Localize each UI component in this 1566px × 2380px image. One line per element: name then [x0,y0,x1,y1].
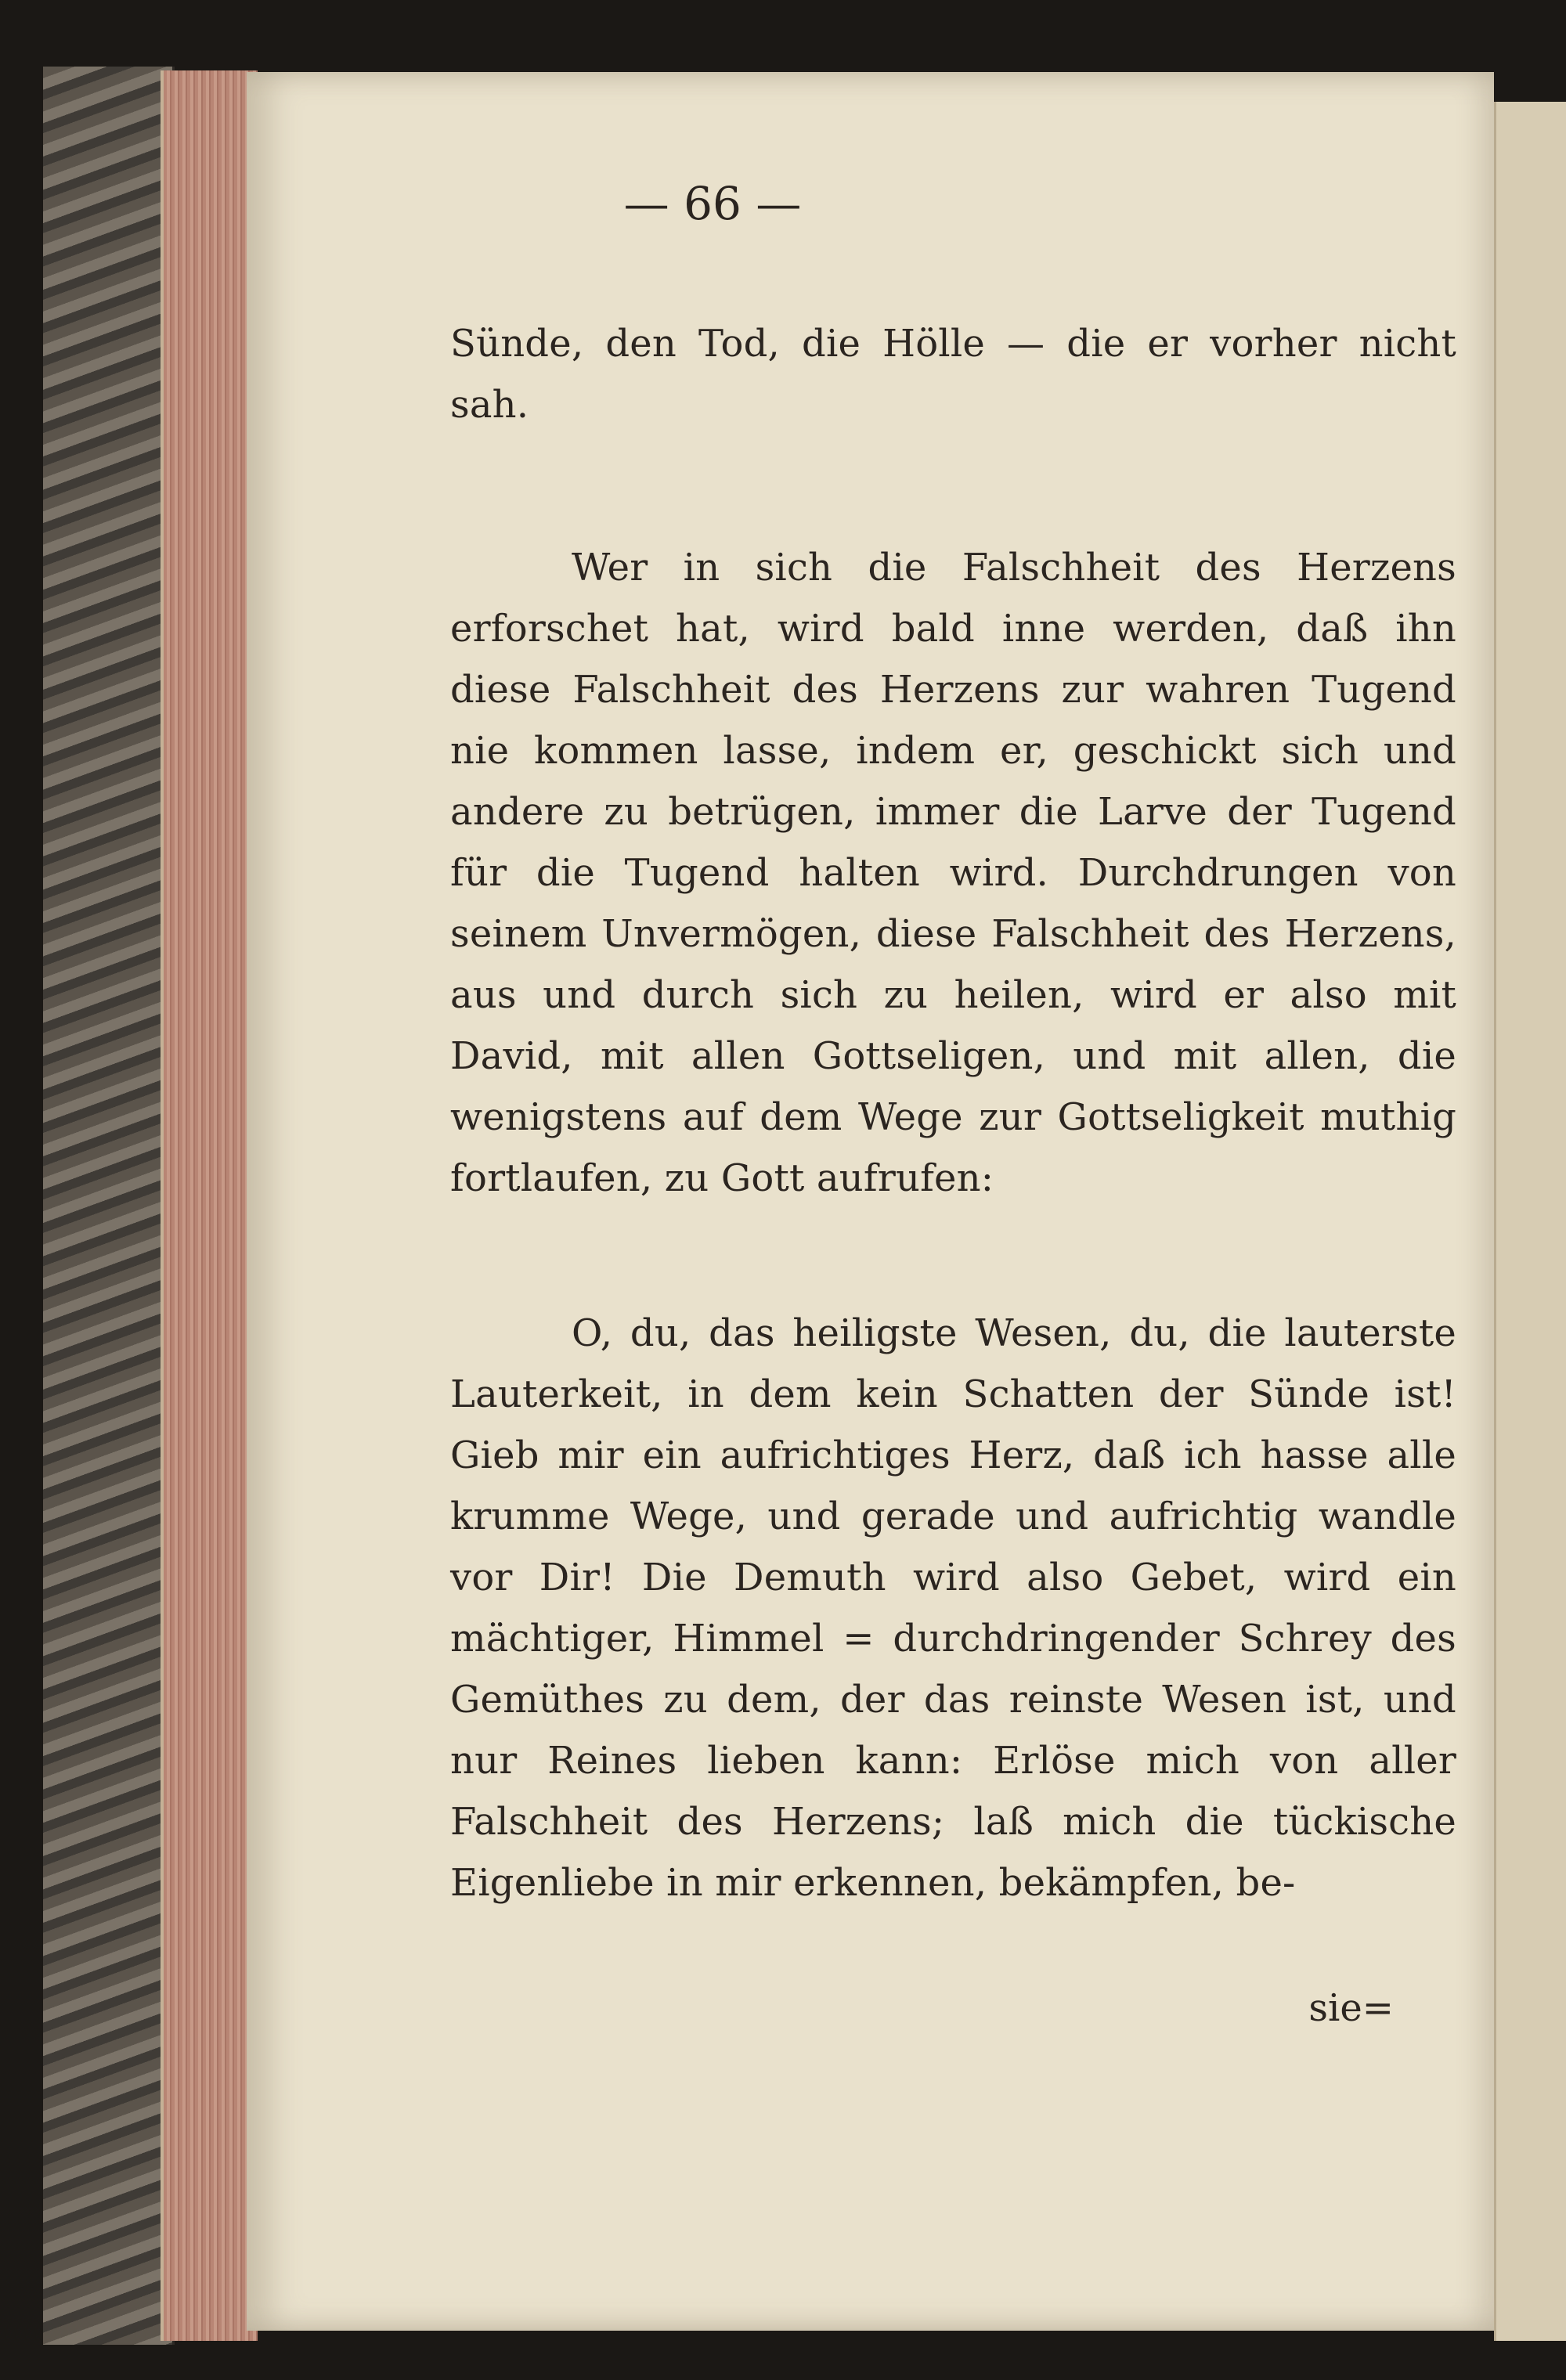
marbled-cover-board [43,67,175,2345]
paragraph-1: Sünde, den Tod, die Hölle — die er vorher nicht sah. [450,322,1456,427]
paragraph-2: Wer in sich die Falschheit des Herzens erforschet hat, wird bald inne werden, daß ihn diese Falschheit des Herzens zur wahren Tugend nie kommen lasse, indem er, geschickt sich und andere zu betrügen, immer die Larve der Tugend für die Tugend halten wird. Durchdrungen von seinem Unvermögen, diese Falschheit des Herzens, aus und durch sich zu heilen, wird er also mit David, mit allen Gottseligen, und mit allen, die wenigstens auf dem Wege zur Gottseligkeit muthig fortlaufen, zu Gott aufrufen: [450,546,1456,1200]
page-number: — 66 — [623,177,802,230]
page-body-text [450,313,1456,1973]
page-edges [161,70,258,2341]
catchword: sie= [1308,1986,1394,2030]
paragraph-3: O, du, das heiligste Wesen, du, die lauterste Lauterkeit, in dem kein Schatten der Sünde ist! Gieb mir ein aufrichtiges Herz, daß ich hasse alle krumme Wege, und gerade und aufrichtig wandle vor Dir! Die Demuth wird also Gebet, wird ein mächtiger, Himmel = durchdringender Schrey des Gemüthes zu dem, der das reinste Wesen ist, und nur Reines lieben kann: Erlöse mich von aller Falschheit des Herzens; laß mich die tückische Eigenliebe in mir erkennen, bekämpfen, be- [450,1311,1456,1905]
adjacent-page-edge [1494,102,1566,2341]
